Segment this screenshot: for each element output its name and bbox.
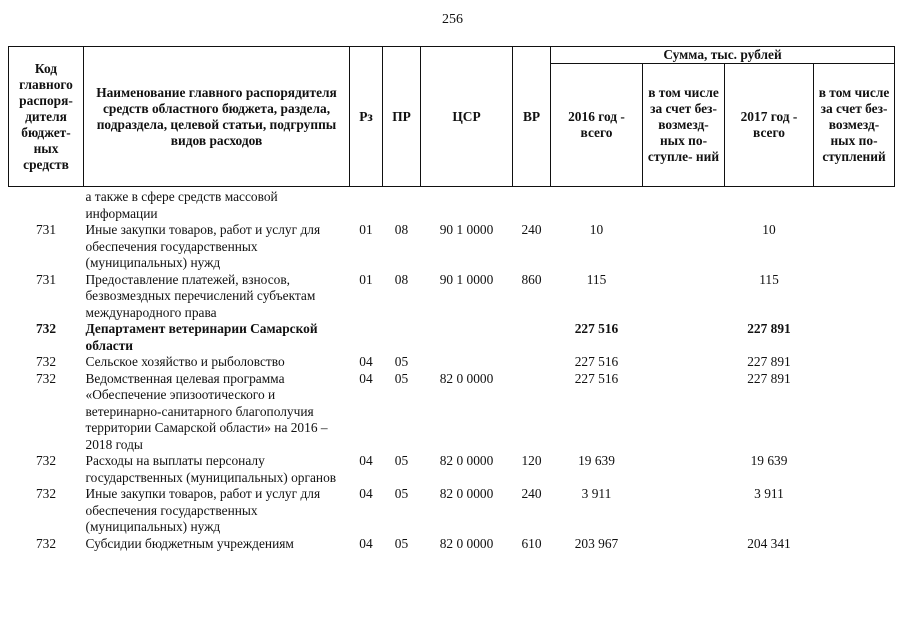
cell-code: 732	[35, 354, 57, 369]
cell-name: Ведомственная целевая программа «Обеспечение эпизоотического и ветеринарно-санитарного благополучия территории Самарской области» на 2016 –2018 годы	[85, 370, 328, 452]
cell-2016-total: 227 516	[574, 370, 619, 386]
cell-rz: 04	[359, 453, 373, 468]
cell-2016-free	[643, 536, 725, 553]
cell-rz: 04	[359, 370, 373, 386]
cell-rz: 04	[359, 354, 373, 369]
cell-2016-total: 3 911	[581, 486, 612, 501]
cell-2016-total: 10	[589, 222, 604, 237]
cell-code: 731	[35, 271, 57, 287]
cell-2017-total: 115	[759, 271, 779, 287]
table-row	[9, 536, 895, 553]
cell-pr: 05	[394, 486, 409, 501]
cell-2017-total: 3 911	[754, 486, 784, 501]
header-2016-total: 2016 год - всего	[551, 64, 643, 187]
header-sum-group: Сумма, тыс. рублей	[551, 47, 895, 64]
table-row	[9, 486, 895, 536]
table-header	[9, 47, 895, 187]
cell-2017-free	[814, 272, 895, 322]
table-row	[9, 453, 895, 486]
cell-name: Субсидии бюджетным учреждениям	[85, 535, 294, 551]
header-pr: ПР	[383, 47, 421, 187]
cell-2016-total: 203 967	[574, 535, 619, 551]
cell-vr: 610	[521, 535, 542, 551]
cell-2017-total: 10	[762, 222, 776, 237]
page-number: 256	[442, 12, 463, 27]
cell-2016-free	[643, 272, 725, 322]
cell-2017-free	[814, 321, 895, 354]
cell-rz: 04	[359, 486, 373, 501]
cell-vr: 240	[521, 222, 542, 237]
header-csr: ЦСР	[421, 47, 513, 187]
cell-code: 732	[35, 535, 57, 551]
cell-2017-total: 227 891	[747, 354, 791, 369]
cell-2016-free	[643, 371, 725, 454]
cell-pr: 05	[394, 535, 409, 551]
cell-2016-total: 227 516	[574, 321, 619, 336]
cell-2017-total: 204 341	[747, 535, 791, 551]
cell-code: 731	[35, 222, 57, 237]
header-code: Код главного распоря- дителя бюджет- ных средств	[9, 47, 84, 187]
cell-rz	[350, 187, 383, 223]
cell-name: Предоставление платежей, взносов, безвозмездных перечислений субъектам международного права	[85, 271, 316, 320]
cell-pr	[383, 187, 421, 223]
cell-2017-total: 19 639	[750, 453, 788, 468]
cell-vr: 120	[521, 453, 542, 468]
cell-code: 732	[35, 486, 57, 501]
cell-pr: 05	[394, 370, 409, 386]
cell-name: Иные закупки товаров, работ и услуг для обеспечения государственных (муниципальных) нужд	[85, 222, 321, 270]
header-2016-free: в том числе за счет без- возмезд- ных по- ступле- ний	[643, 64, 725, 187]
table-row	[9, 354, 895, 371]
cell-pr	[383, 321, 421, 354]
header-vr: ВР	[513, 47, 551, 187]
table-row	[9, 272, 895, 322]
cell-csr: 82 0 0000	[439, 535, 494, 551]
budget-table	[8, 46, 895, 552]
cell-2017-free	[814, 354, 895, 371]
cell-name: Департамент ветеринарии Самарской области	[85, 321, 318, 353]
cell-2017-total: 227 891	[747, 321, 791, 336]
cell-rz: 01	[359, 222, 373, 237]
cell-csr: 82 0 0000	[439, 453, 494, 468]
cell-code	[9, 187, 84, 223]
cell-2017-free	[814, 536, 895, 553]
cell-vr	[513, 354, 551, 371]
cell-csr	[421, 187, 513, 223]
header-2017-free: в том числе за счет без- возмезд- ных по- ступлений	[814, 64, 895, 187]
cell-csr	[421, 354, 513, 371]
header-name: Наименование главного распорядителя средств областного бюджета, раздела, подраздела, целевой статьи, подгруппы видов расходов	[84, 47, 350, 187]
cell-2017-free	[814, 187, 895, 223]
cell-2016-free	[643, 187, 725, 223]
cell-rz	[350, 321, 383, 354]
cell-2017-free	[814, 486, 895, 536]
cell-2016-free	[643, 486, 725, 536]
cell-2016-free	[643, 222, 725, 272]
cell-rz: 04	[359, 535, 373, 551]
cell-2016-total	[551, 187, 643, 223]
cell-name: Расходы на выплаты персоналу государственных (муниципальных) органов	[85, 453, 337, 485]
table-row	[9, 371, 895, 454]
header-rz: Рз	[350, 47, 383, 187]
cell-2016-total: 227 516	[574, 354, 619, 369]
cell-rz: 01	[359, 271, 373, 287]
cell-2017-total: 227 891	[747, 370, 791, 386]
cell-vr: 860	[521, 271, 542, 287]
cell-vr	[513, 187, 551, 223]
cell-csr: 90 1 0000	[439, 271, 494, 287]
cell-vr: 240	[521, 486, 542, 501]
cell-2016-free	[643, 354, 725, 371]
cell-pr: 05	[394, 354, 409, 369]
cell-code: 732	[35, 453, 57, 468]
cell-2017-total	[725, 187, 814, 223]
table-body	[9, 187, 895, 553]
cell-2016-free	[643, 321, 725, 354]
cell-2016-free	[643, 453, 725, 486]
cell-name: а также в сфере средств массовой информации	[85, 189, 278, 221]
cell-2017-free	[814, 371, 895, 454]
cell-2016-total: 115	[586, 271, 607, 287]
cell-csr: 90 1 0000	[439, 222, 494, 237]
cell-csr: 82 0 0000	[439, 486, 494, 501]
cell-2017-free	[814, 453, 895, 486]
table-row	[9, 222, 895, 272]
header-2017-total: 2017 год - всего	[725, 64, 814, 187]
cell-pr: 05	[394, 453, 409, 468]
cell-pr: 08	[394, 222, 409, 237]
table-row	[9, 187, 895, 223]
cell-2017-free	[814, 222, 895, 272]
cell-2016-total: 19 639	[578, 453, 615, 468]
cell-csr: 82 0 0000	[439, 370, 494, 386]
cell-vr	[513, 371, 551, 454]
cell-csr	[421, 321, 513, 354]
cell-name: Сельское хозяйство и рыболовство	[85, 354, 285, 369]
cell-code: 732	[35, 370, 57, 386]
table-row	[9, 321, 895, 354]
cell-pr: 08	[394, 271, 409, 287]
cell-name: Иные закупки товаров, работ и услуг для обеспечения государственных (муниципальных) нужд	[85, 486, 321, 534]
cell-code: 732	[35, 321, 57, 336]
cell-vr	[513, 321, 551, 354]
